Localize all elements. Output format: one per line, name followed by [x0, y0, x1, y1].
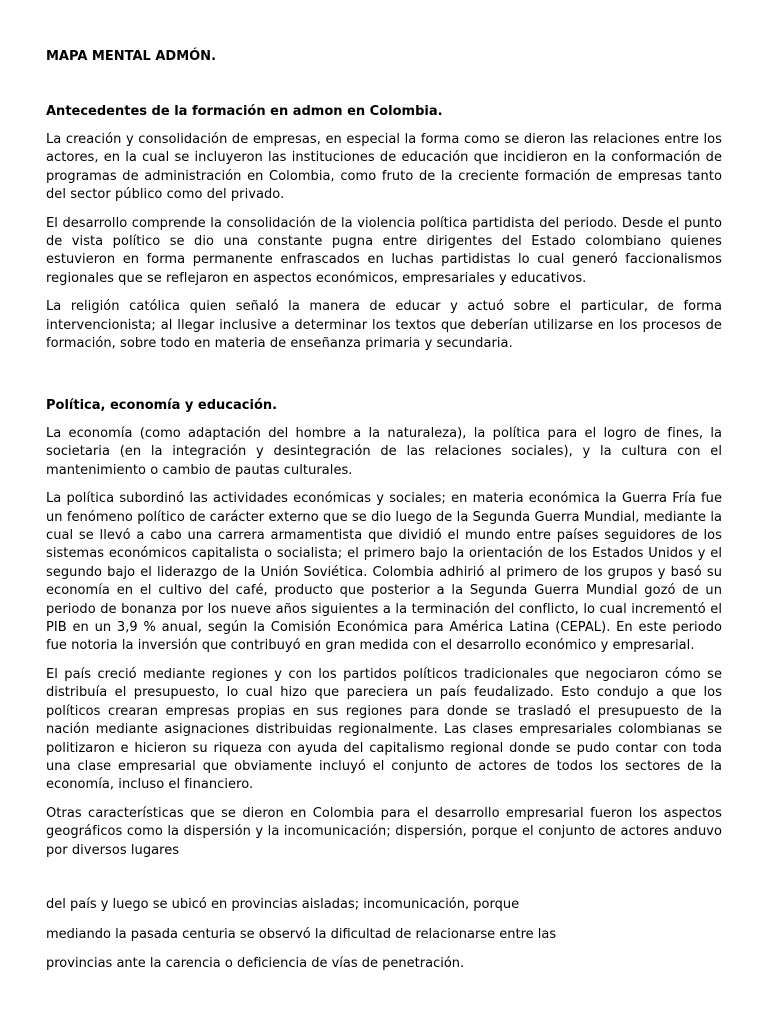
trailing-line: del país y luego se ubicó en provincias aisladas; incomunicación, porque	[46, 897, 520, 912]
paragraph: El país creció mediante regiones y con los partidos políticos tradicionales que negociaron cómo se distribuía el presupuesto, lo cual hizo que pareciera un país feudalizado. Esto condujo a que los políticos crearan empresas propias en sus regiones para donde se trasladó el presupuesto de la nación mediante asignaciones distribuidas regionalmente. Las clases empresariales colombianas se politizaron e hicieron su riqueza con ayuda del capitalismo regional donde se pudo contar con toda una clase empresarial que obviamente incluyó el conjunto de actores de todos los sectores de la economía, incluso el financiero.	[46, 666, 722, 793]
paragraph: La creación y consolidación de empresas, en especial la forma como se dieron las relaciones entre los actores, en la cual se incluyeron las instituciones de educación que incidieron en la conformación de programas de administración en Colombia, como fruto de la creciente formación de empresas tanto del sector público como del privado.	[46, 132, 722, 203]
paragraph: El desarrollo comprende la consolidación de la violencia política partidista del periodo. Desde el punto de vista político se dio una constante pugna entre dirigentes del Estado colombiano quienes estuvieron en forma permanente enfrascados en luchas partidistas lo cual generó faccionalismos regionales que se reflejaron en aspectos económicos, empresariales y educativos.	[46, 215, 722, 286]
section-heading: Política, economía y educación.	[46, 398, 278, 413]
paragraph: Otras características que se dieron en Colombia para el desarrollo empresarial fueron los aspectos geográficos como la dispersión y la incomunicación; dispersión, porque el conjunto de actores anduvo por diversos lugares	[46, 805, 722, 858]
section-politica-economia-educacion	[46, 397, 722, 870]
document-title: MAPA MENTAL ADMÓN.	[46, 49, 217, 64]
paragraph: La política subordinó las actividades económicas y sociales; en materia económica la Guerra Fría fue un fenómeno político de carácter externo que se dio luego de la Segunda Guerra Mundial, mediante la cual se llevó a cabo una carrera armamentista que dividió el mundo entre países seguidores de los sistemas económicos capitalista o socialista; el primero bajo la orientación de los Estados Unidos y el segundo bajo el liderazgo de la Unión Soviética. Colombia adhirió al primero de los grupos y basó su economía en el cultivo del café, producto que posterior a la Segunda Guerra Mundial gozó de un periodo de bonanza por los nueve años siguientes a la terminación del conflicto, lo cual incrementó el PIB en un 3,9 % anual, según la Comisión Económica para América Latina (CEPAL). En este periodo fue notoria la inversión que contribuyó en gran medida con el desarrollo económico y empresarial.	[46, 491, 722, 654]
paragraph: La economía (como adaptación del hombre a la naturaleza), la política para el logro de fines, la societaria (en la integración y desintegración de las relaciones sociales), y la cultura con el mantenimiento o cambio de pautas culturales.	[46, 426, 722, 478]
section-heading: Antecedentes de la formación en admon en Colombia.	[46, 104, 443, 119]
trailing-line: provincias ante la carencia o deficiencia de vías de penetración.	[46, 956, 465, 971]
paragraph: La religión católica quien señaló la manera de educar y actuó sobre el particular, de forma intervencionista; al llegar inclusive a determinar los textos que deberían utilizarse en los procesos de formación, sobre todo en materia de enseñanza primaria y secundaria.	[46, 299, 722, 352]
section-antecedentes	[46, 103, 722, 363]
trailing-line: mediando la pasada centuria se observó la dificultad de relacionarse entre las	[46, 927, 557, 942]
